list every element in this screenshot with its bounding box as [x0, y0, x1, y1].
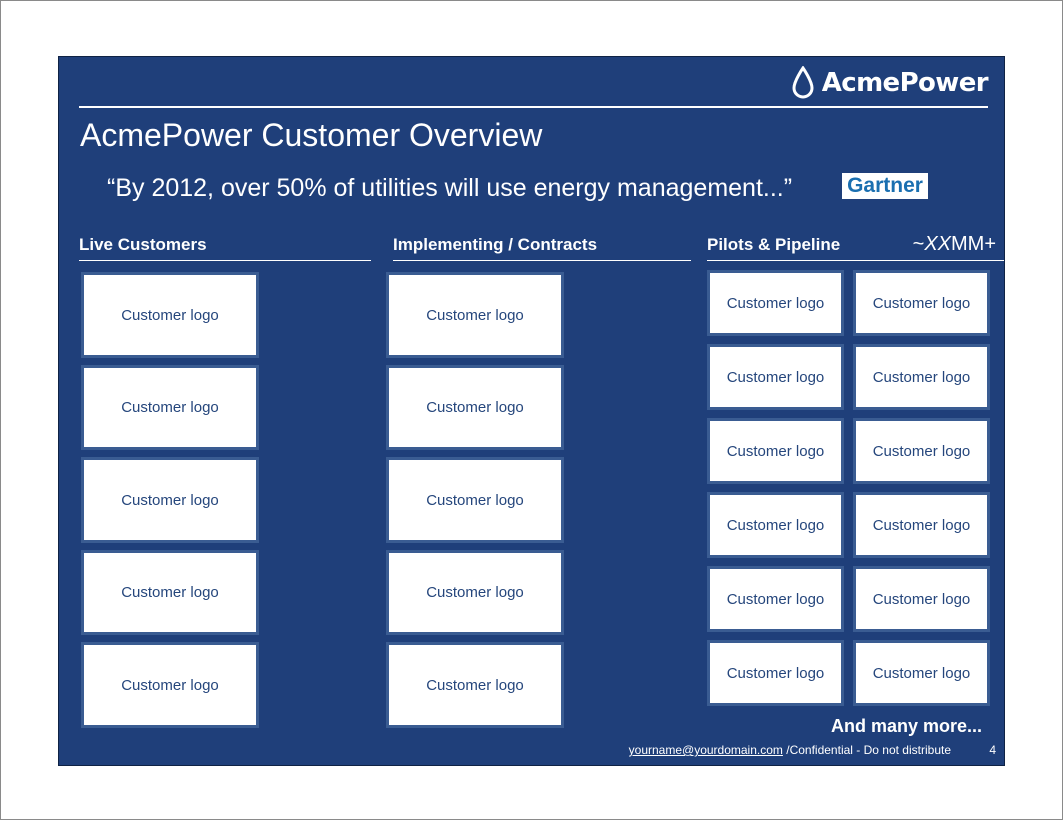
pilots-heading: Pilots & Pipeline — [707, 235, 841, 254]
customer-logo-box: Customer logo — [707, 640, 844, 706]
customer-logo-box: Customer logo — [707, 270, 844, 336]
customer-logo-box: Customer logo — [853, 492, 990, 558]
customer-logo-box: Customer logo — [853, 344, 990, 410]
live-customers-heading: Live Customers — [79, 235, 207, 254]
water-drop-icon — [791, 66, 815, 100]
customer-logo-box: Customer logo — [81, 550, 259, 635]
header-rule — [79, 106, 988, 108]
brand-logo — [791, 65, 988, 101]
customer-logo-box: Customer logo — [853, 566, 990, 632]
amount-prefix: ~ — [912, 233, 925, 255]
gartner-badge: Gartner — [842, 173, 928, 199]
amount-suffix: MM+ — [951, 233, 996, 255]
and-many-more-text: And many more... — [830, 716, 982, 736]
page-number: 4 — [989, 743, 996, 757]
slide-title: AcmePower Customer Overview — [80, 117, 543, 153]
implementing-heading: Implementing / Contracts — [393, 235, 598, 254]
footer — [629, 743, 951, 757]
slide — [58, 56, 1005, 766]
customer-logo-box: Customer logo — [386, 457, 564, 543]
customer-logo-box: Customer logo — [853, 640, 990, 706]
customer-logo-box: Customer logo — [386, 272, 564, 358]
customer-logo-box: Customer logo — [853, 418, 990, 484]
customer-logo-box: Customer logo — [386, 365, 564, 450]
live-customers-rule — [79, 260, 371, 261]
customer-logo-box: Customer logo — [707, 492, 844, 558]
customer-logo-box: Customer logo — [707, 566, 844, 632]
customer-logo-box: Customer logo — [81, 457, 259, 543]
customer-logo-box: Customer logo — [386, 550, 564, 635]
customer-logo-box: Customer logo — [707, 344, 844, 410]
footer-notice: /Confidential - Do not distribute — [782, 743, 951, 757]
implementing-rule — [393, 260, 691, 261]
customer-logo-box: Customer logo — [81, 365, 259, 450]
customer-logo-box: Customer logo — [81, 642, 259, 728]
footer-email-link[interactable]: yourname@yourdomain.com — [628, 743, 783, 757]
quote-text: “By 2012, over 50% of utilities will use energy management...” — [107, 174, 793, 202]
customer-logo-box: Customer logo — [81, 272, 259, 358]
customer-logo-box: Customer logo — [707, 418, 844, 484]
pipeline-amount — [913, 233, 996, 256]
customer-logo-box: Customer logo — [386, 642, 564, 728]
customer-logo-box: Customer logo — [853, 270, 990, 336]
amount-italic: XX — [924, 233, 951, 255]
pilots-rule — [707, 260, 1004, 261]
brand-name: AcmePower — [821, 68, 988, 98]
